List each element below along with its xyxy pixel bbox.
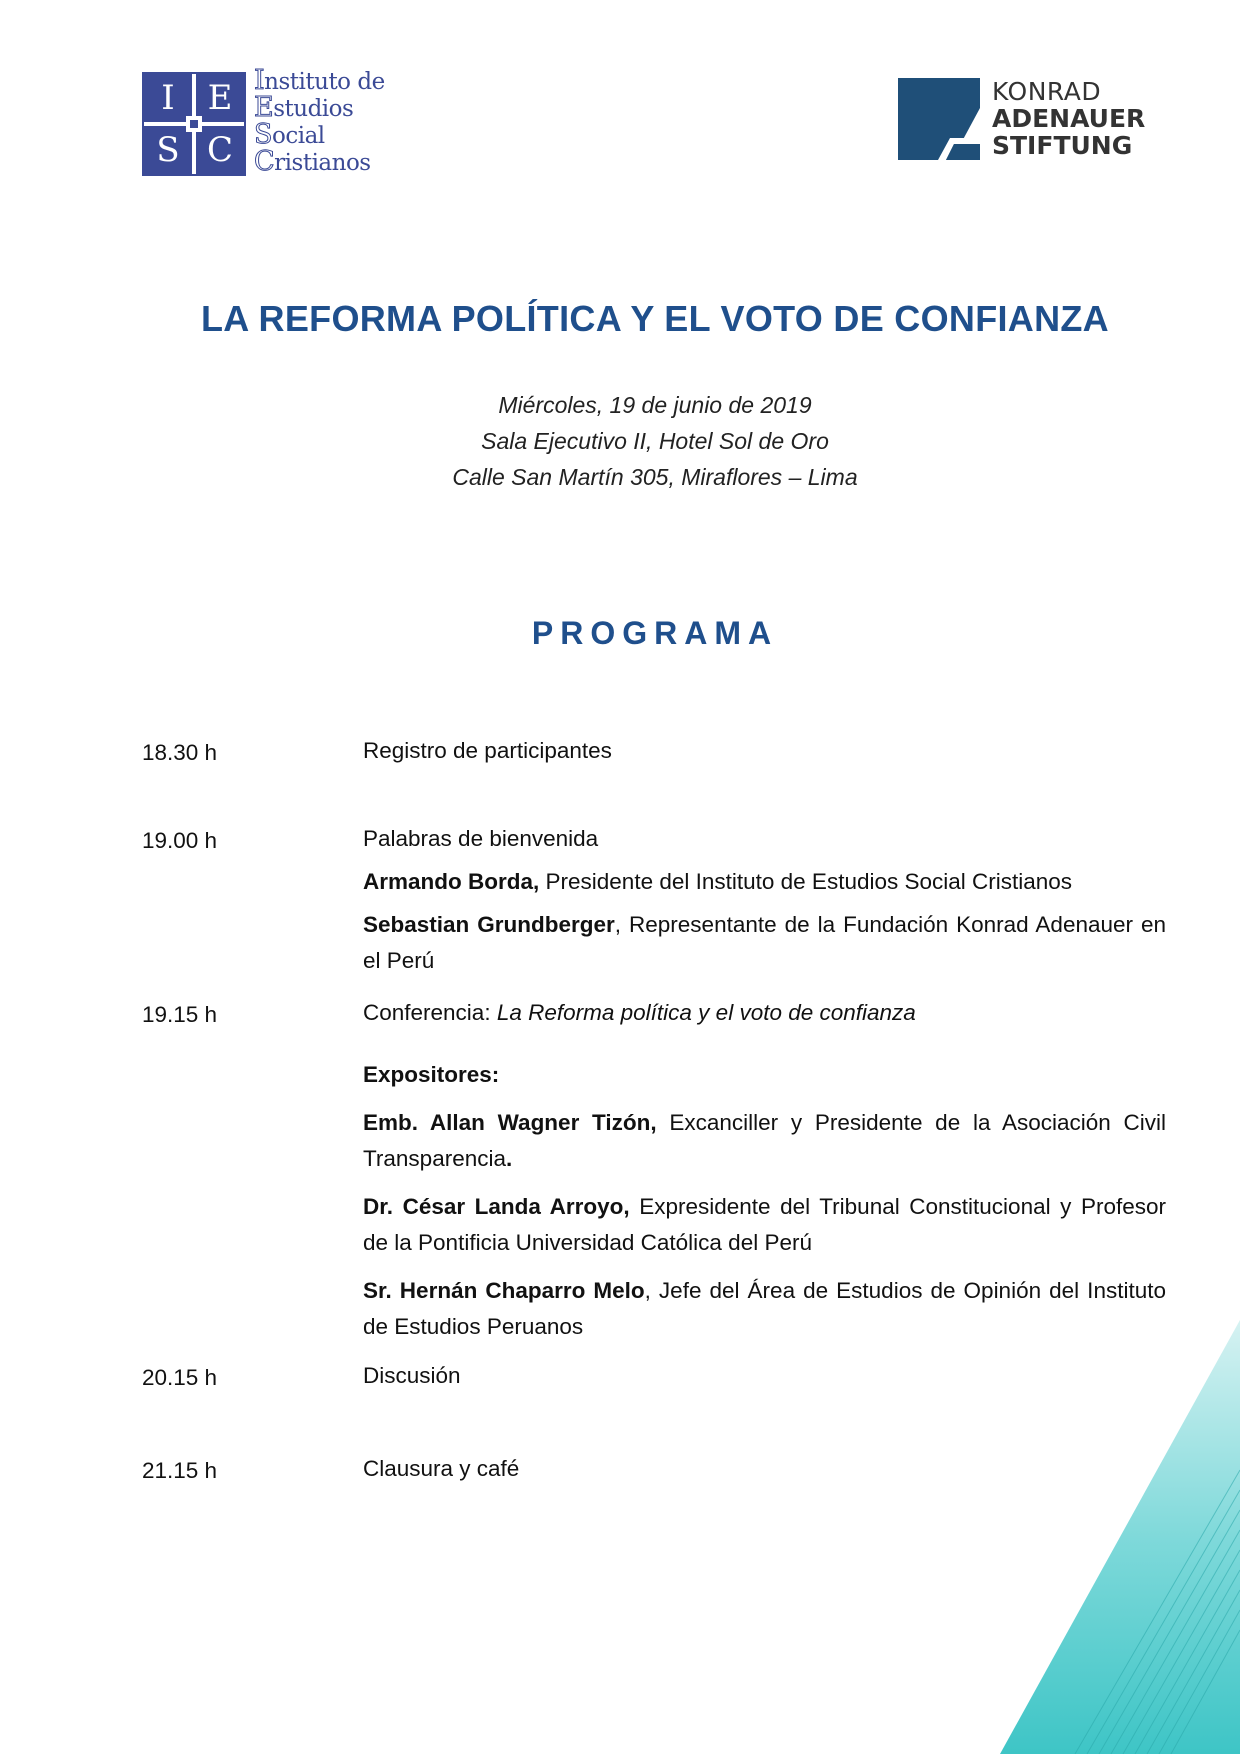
iesc-wordmark-line: Instituto de <box>254 65 385 96</box>
schedule-text: Palabras de bienvenida <box>363 826 599 851</box>
speaker-entry <box>363 907 1166 979</box>
iesc-wordmark-line: Social <box>254 119 325 150</box>
conference-label: Conferencia: <box>363 1000 497 1025</box>
speaker-role: Expresidente del Tribunal Constitucional y Profesor de la Pontificia Universidad Católica del Perú <box>363 1194 1166 1255</box>
kas-logo <box>898 78 1160 162</box>
schedule-text: Discusión <box>363 1363 461 1388</box>
iesc-logo <box>142 65 402 180</box>
iesc-emblem <box>142 72 246 176</box>
conference-topic: La Reforma política y el voto de confianza <box>496 1000 916 1025</box>
iesc-letter-e: E <box>196 74 244 122</box>
speaker-entry <box>363 1189 1166 1261</box>
kas-emblem-icon <box>898 78 980 160</box>
schedule-text: Registro de participantes <box>363 738 612 763</box>
event-venue: Sala Ejecutivo II, Hotel Sol de Oro <box>481 428 829 454</box>
schedule-time: 18.30 h <box>142 740 218 765</box>
kas-wordmark-line: STIFTUNG <box>992 131 1133 160</box>
speaker-name: Armando Borda, <box>363 869 540 894</box>
schedule-text: Clausura y café <box>363 1456 520 1481</box>
iesc-letter-c: C <box>196 126 244 174</box>
iesc-wordmark <box>254 65 385 177</box>
iesc-letter-s: S <box>144 126 192 174</box>
speaker-role: Presidente del Instituto de Estudios Social Cristianos <box>539 869 1073 894</box>
speaker-name: Dr. César Landa Arroyo, <box>363 1194 630 1219</box>
schedule-time: 19.15 h <box>142 1002 218 1027</box>
iesc-center-dot <box>190 120 198 128</box>
iesc-wordmark-line: Estudios <box>254 92 354 123</box>
event-address: Calle San Martín 305, Miraflores – Lima <box>452 464 858 490</box>
speaker-role: Excanciller y Presidente de la Asociación Civil Transparencia <box>363 1110 1166 1171</box>
schedule-time: 21.15 h <box>142 1458 218 1483</box>
speaker-role: , Representante de la Fundación Konrad Adenauer en el Perú <box>363 912 1166 973</box>
panel-heading: Expositores: <box>363 1062 500 1087</box>
programa-heading: PROGRAMA <box>531 615 779 651</box>
speaker-name: Sebastian Grundberger <box>363 912 615 937</box>
speaker-role: , Jefe del Área de Estudios de Opinión del Instituto de Estudios Peruanos <box>363 1278 1166 1339</box>
event-date: Miércoles, 19 de junio de 2019 <box>498 392 812 418</box>
kas-wordmark-line: KONRAD <box>992 77 1102 106</box>
schedule-time: 19.00 h <box>142 828 218 853</box>
kas-wordmark-line: ADENAUER <box>992 104 1146 133</box>
iesc-wordmark-line: Cristianos <box>254 146 371 177</box>
speaker-entry <box>363 864 1166 900</box>
iesc-letter-i: I <box>144 74 192 122</box>
document-title: LA REFORMA POLÍTICA Y EL VOTO DE CONFIANZA <box>201 298 1109 339</box>
speaker-name: Emb. Allan Wagner Tizón, <box>363 1110 657 1135</box>
speaker-entry: Emb. Allan Wagner Tizón, Excanciller y Presidente de la Asociación Civil Transparencia. <box>363 1110 1166 1171</box>
speaker-name: Sr. Hernán Chaparro Melo <box>363 1278 645 1303</box>
decorative-corner-stripes <box>990 1320 1240 1754</box>
corner-triangle <box>1000 1320 1240 1754</box>
schedule-time: 20.15 h <box>142 1365 218 1390</box>
kas-wordmark <box>992 78 1145 159</box>
schedule-text <box>363 995 1166 1031</box>
